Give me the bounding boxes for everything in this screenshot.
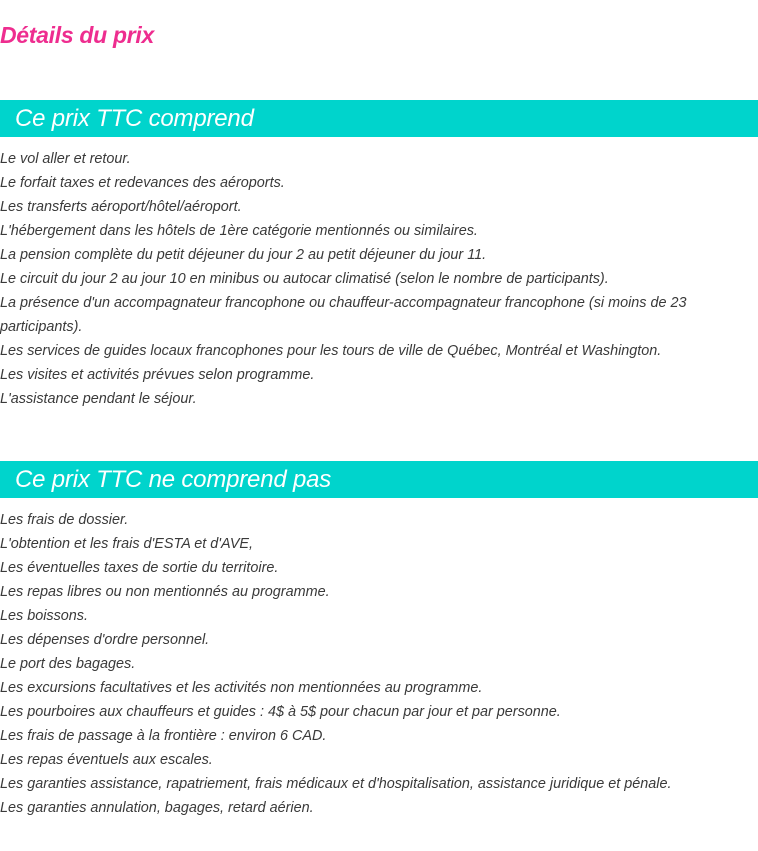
excluded-item: L'obtention et les frais d'ESTA et d'AVE, [0, 536, 254, 552]
included-item: Les transferts aéroport/hôtel/aéroport. [0, 199, 242, 215]
page-title: Détails du prix [0, 22, 154, 48]
excluded-item: Les garanties annulation, bagages, retard aérien. [0, 800, 314, 816]
included-item: Le vol aller et retour. [0, 151, 131, 167]
excluded-item: Les dépenses d'ordre personnel. [0, 632, 210, 648]
excluded-item: Les garanties assistance, rapatriement, frais médicaux et d'hospitalisation, assistance juridique et pénale. [0, 776, 672, 792]
excluded-item: Les repas libres ou non mentionnés au programme. [0, 584, 330, 600]
excluded-item: Les repas éventuels aux escales. [0, 752, 213, 768]
excluded-section-header [0, 461, 758, 498]
included-list [0, 147, 700, 411]
excluded-item: Les frais de passage à la frontière : environ 6 CAD. [0, 728, 327, 744]
included-item: Les visites et activités prévues selon programme. [0, 367, 315, 383]
included-item: L'assistance pendant le séjour. [0, 391, 197, 407]
included-item: Les services de guides locaux francophones pour les tours de ville de Québec, Montréal et Washington. [0, 343, 662, 359]
excluded-item: Les frais de dossier. [0, 512, 129, 528]
included-item: L'hébergement dans les hôtels de 1ère catégorie mentionnés ou similaires. [0, 223, 478, 239]
excluded-item: Les excursions facultatives et les activités non mentionnées au programme. [0, 680, 483, 696]
included-section-title: Ce prix TTC comprend [15, 105, 254, 132]
included-item: La présence d'un accompagnateur francophone ou chauffeur-accompagnateur francophone (si moins de 23 participants). [0, 295, 687, 335]
included-item: Le circuit du jour 2 au jour 10 en minibus ou autocar climatisé (selon le nombre de participants). [0, 271, 609, 287]
included-section-header [0, 100, 758, 137]
excluded-item: Les éventuelles taxes de sortie du territoire. [0, 560, 279, 576]
included-item: La pension complète du petit déjeuner du jour 2 au petit déjeuner du jour 11. [0, 247, 487, 263]
included-item: Le forfait taxes et redevances des aéroports. [0, 175, 285, 191]
excluded-item: Les boissons. [0, 608, 88, 624]
excluded-section-title: Ce prix TTC ne comprend pas [15, 466, 332, 493]
excluded-item: Les pourboires aux chauffeurs et guides : 4$ à 5$ pour chacun par jour et par personne. [0, 704, 561, 720]
excluded-list [0, 508, 700, 820]
excluded-item: Le port des bagages. [0, 656, 136, 672]
